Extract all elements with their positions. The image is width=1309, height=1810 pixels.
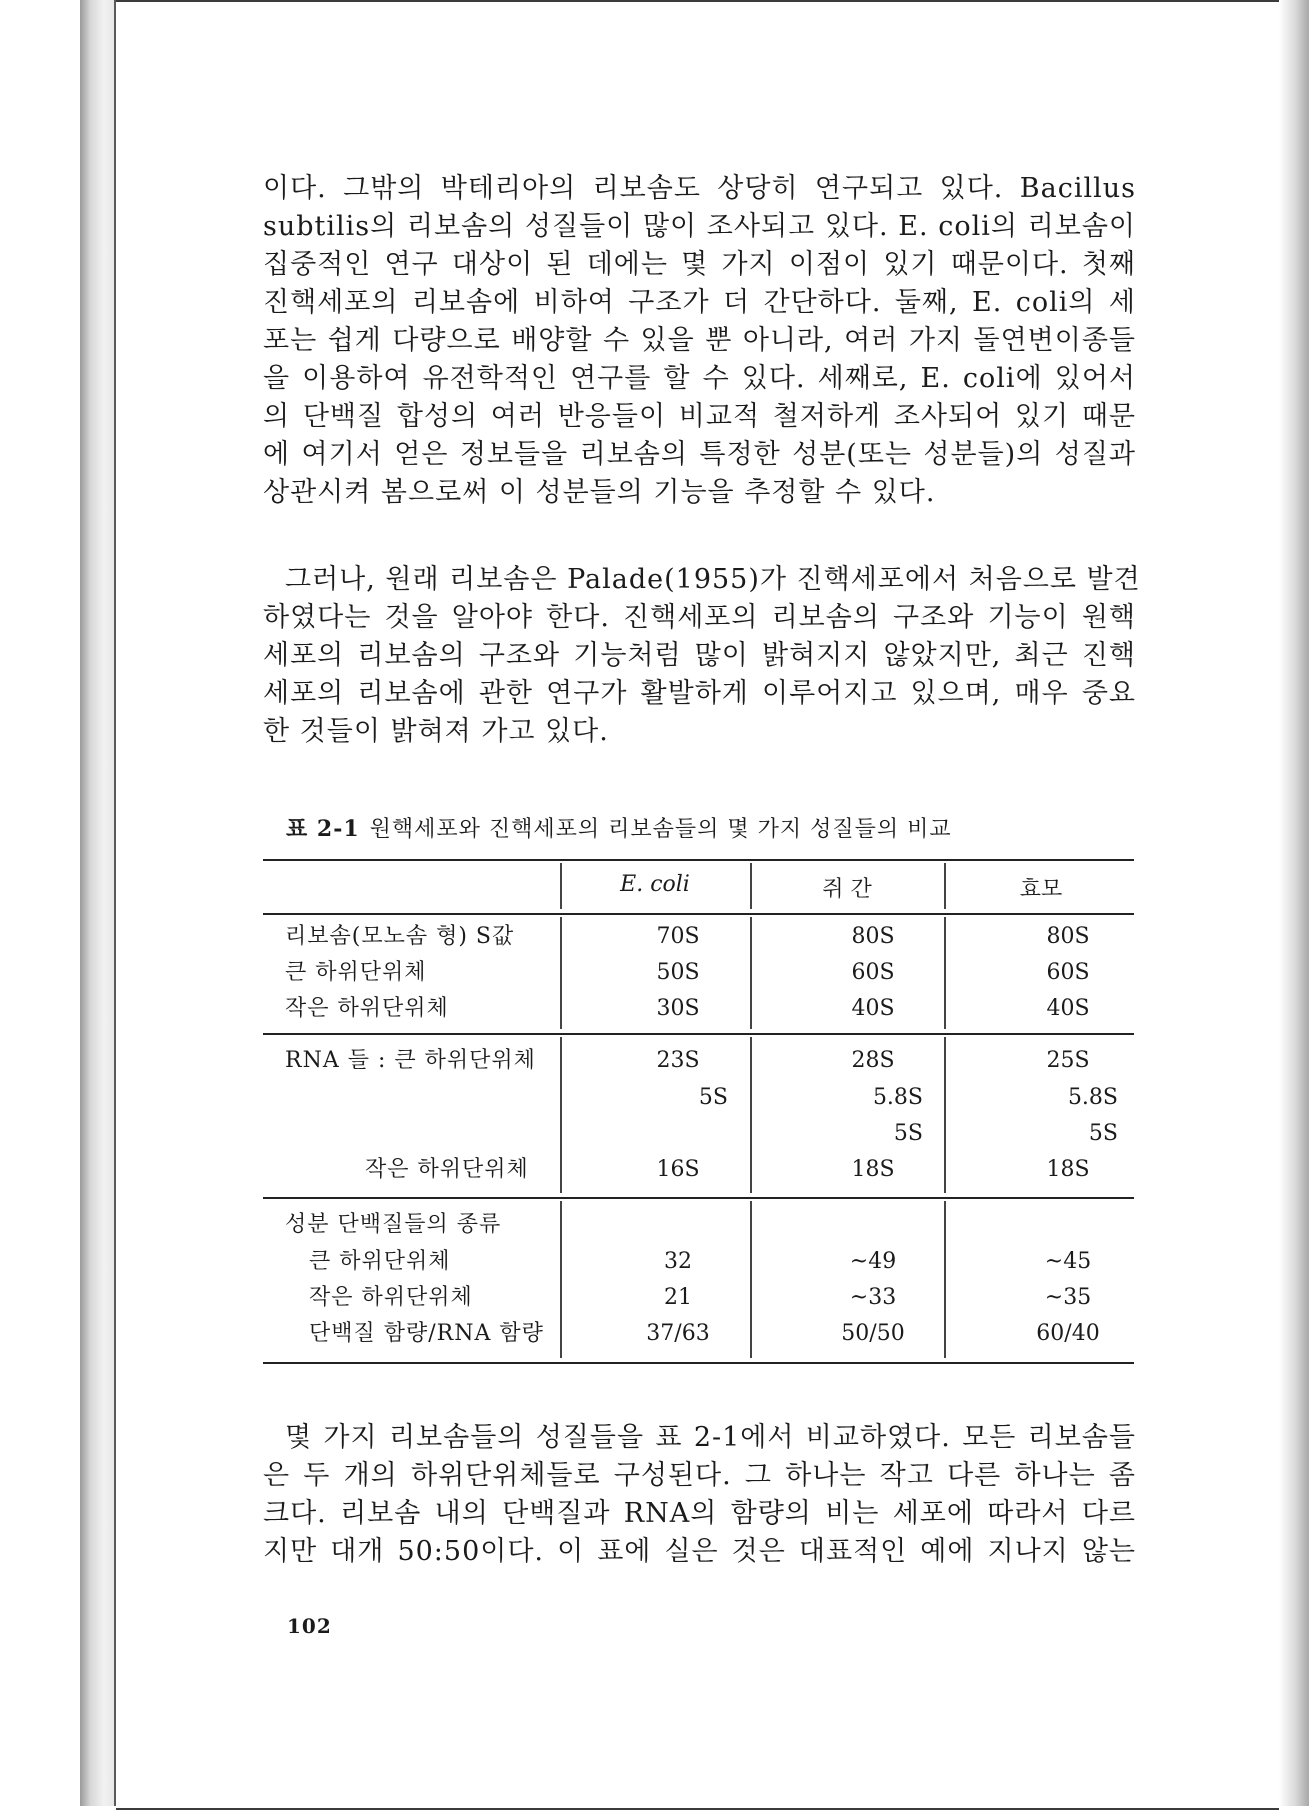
column-header-yeast: 효모 (1019, 877, 1063, 902)
table-cell: 50/50 (841, 1321, 905, 1346)
table-cell: 40S (1046, 996, 1090, 1021)
table-cell: 23S (656, 1048, 700, 1073)
paragraph-2 (263, 561, 1141, 751)
text-line: 한 것들이 밝혀져 가고 있다. (263, 716, 609, 747)
table-cell: 18S (1046, 1157, 1090, 1182)
book-spine (80, 0, 116, 1806)
table-cell: 16S (656, 1157, 700, 1182)
text-line: 집중적인 연구 대상이 된 데에는 몇 가지 이점이 있기 때문이다. 첫째 (263, 249, 1136, 280)
row-label: RNA 들 : 큰 하위단위체 (285, 1048, 536, 1073)
column-separator (944, 1201, 946, 1358)
paragraph-1 (263, 170, 1136, 512)
table-cell: ~33 (849, 1285, 897, 1310)
text-line: 세포의 리보솜의 구조와 기능처럼 많이 밝혀지지 않았지만, 최근 진핵 (263, 640, 1136, 671)
row-label: 작은 하위단위체 (365, 1157, 529, 1182)
table-cell: 30S (656, 996, 700, 1021)
text-line: 이다. 그밖의 박테리아의 리보솜도 상당히 연구되고 있다. Bacillus (263, 173, 1136, 204)
table-cell: 32 (664, 1249, 692, 1274)
text-line: 하였다는 것을 알아야 한다. 진핵세포의 리보솜의 구조와 기능이 원핵 (263, 602, 1136, 633)
row-label: 큰 하위단위체 (285, 960, 427, 985)
table-cell: 80S (1046, 924, 1090, 949)
column-header-ecoli: E. coli (620, 872, 690, 897)
table-top-rule (263, 859, 1134, 861)
table-caption-text: 원핵세포와 진핵세포의 리보솜들의 몇 가지 성질들의 비교 (369, 817, 952, 842)
table-cell: 5S (893, 1121, 923, 1146)
table-cell: 5S (698, 1085, 728, 1110)
table-caption (286, 814, 1116, 845)
table-group-rule (263, 1033, 1134, 1035)
text-line: 진핵세포의 리보솜에 비하여 구조가 더 간단하다. 둘째, E. coli의 세 (263, 287, 1136, 318)
row-label: 성분 단백질들의 종류 (285, 1212, 502, 1237)
row-label: 작은 하위단위체 (309, 1285, 473, 1310)
text-line: 의 단백질 합성의 여러 반응들이 비교적 철저하게 조사되어 있기 때문 (263, 401, 1136, 432)
table-cell: 40S (851, 996, 895, 1021)
text-line: 을 이용하여 유전학적인 연구를 할 수 있다. 세째로, E. coli에 있어서 (263, 363, 1136, 394)
row-label: 단백질 함량/RNA 함량 (309, 1321, 544, 1346)
table-cell: 18S (851, 1157, 895, 1182)
text-line: 세포의 리보솜에 관한 연구가 활발하게 이루어지고 있으며, 매우 중요 (263, 678, 1136, 709)
column-separator (560, 863, 562, 909)
table-caption-label: 표 2-1 (286, 816, 360, 842)
table-cell: 5.8S (872, 1085, 923, 1110)
table-cell: 28S (851, 1048, 895, 1073)
text-line: 그러나, 원래 리보솜은 Palade(1955)가 진핵세포에서 처음으로 발견 (285, 564, 1141, 595)
table-header-rule (263, 913, 1134, 915)
page-edge-shadow (1279, 0, 1309, 1806)
table-cell: ~45 (1044, 1249, 1092, 1274)
page-number: 102 (287, 1614, 332, 1638)
column-separator (750, 917, 752, 1029)
text-line: 크다. 리보솜 내의 단백질과 RNA의 함량의 비는 세포에 따라서 다르 (263, 1498, 1136, 1529)
table-cell: 5S (1088, 1121, 1118, 1146)
column-separator (750, 1201, 752, 1358)
column-separator (560, 1201, 562, 1358)
text-line: 몇 가지 리보솜들의 성질들을 표 2-1에서 비교하였다. 모든 리보솜들 (285, 1422, 1136, 1453)
text-line: 에 여기서 얻은 정보들을 리보솜의 특정한 성분(또는 성분들)의 성질과 (263, 439, 1136, 470)
column-separator (560, 917, 562, 1029)
column-separator (560, 1037, 562, 1193)
column-separator (750, 1037, 752, 1193)
text-line: 포는 쉽게 다량으로 배양할 수 있을 뿐 아니라, 여러 가지 돌연변이종들 (263, 325, 1136, 356)
table-group-rule (263, 1197, 1134, 1199)
table-cell: 25S (1046, 1048, 1090, 1073)
column-separator (944, 917, 946, 1029)
table-cell: 60S (851, 960, 895, 985)
table-cell: 60S (1046, 960, 1090, 985)
table-bottom-rule (263, 1362, 1134, 1364)
column-separator (944, 1037, 946, 1193)
text-line: 은 두 개의 하위단위체들로 구성된다. 그 하나는 작고 다른 하나는 좀 (263, 1460, 1136, 1491)
paragraph-3 (263, 1419, 1136, 1571)
text-line: 지만 대개 50:50이다. 이 표에 실은 것은 대표적인 예에 지나지 않는 (263, 1536, 1136, 1567)
table-cell: ~49 (849, 1249, 897, 1274)
table-cell: 50S (656, 960, 700, 985)
text-line: subtilis의 리보솜의 성질들이 많이 조사되고 있다. E. coli의 리보솜이 (263, 211, 1136, 242)
table-cell: 21 (664, 1285, 692, 1310)
column-separator (944, 863, 946, 909)
table-cell: 37/63 (646, 1321, 710, 1346)
table-cell: 5.8S (1067, 1085, 1118, 1110)
text-line: 상관시켜 봄으로써 이 성분들의 기능을 추정할 수 있다. (263, 477, 936, 508)
row-label: 큰 하위단위체 (309, 1249, 451, 1274)
table-cell: ~35 (1044, 1285, 1092, 1310)
table-cell: 60/40 (1036, 1321, 1100, 1346)
row-label: 작은 하위단위체 (285, 996, 449, 1021)
column-header-rat-liver: 쥐 간 (822, 877, 872, 902)
table-cell: 70S (656, 924, 700, 949)
row-label: 리보솜(모노솜 형) S값 (285, 924, 515, 949)
table-cell: 80S (851, 924, 895, 949)
column-separator (750, 863, 752, 909)
